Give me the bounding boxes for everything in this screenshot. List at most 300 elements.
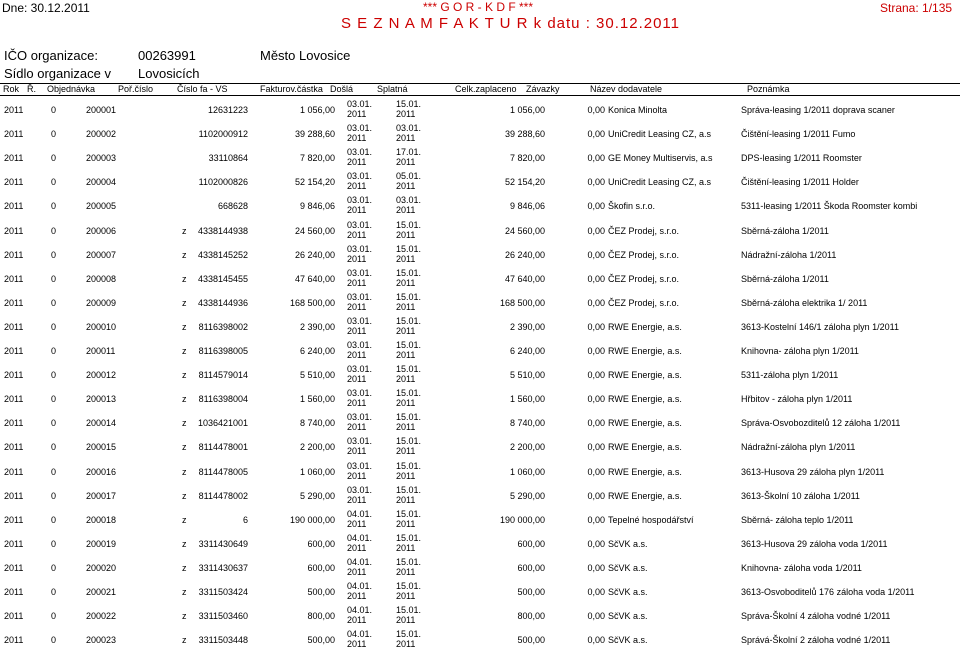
cell-splatna-date: 15.01. xyxy=(396,340,422,350)
cell-objednavka: 200017 xyxy=(86,490,117,501)
cell-splatna xyxy=(396,123,421,143)
cell-dosla-year: 2011 xyxy=(347,205,367,216)
cell-poznamka: Knihovna- záloha plyn 1/2011 xyxy=(741,346,859,356)
cell-splatna xyxy=(396,557,421,577)
cell-celk-zaplaceno: 39 288,60 xyxy=(504,129,545,140)
cell-splatna-year: 2011 xyxy=(396,398,416,409)
cell-r: 0 xyxy=(51,490,57,501)
cell-dosla-year: 2011 xyxy=(347,277,367,288)
cell-dodavatel: RWE Energie, a.s. xyxy=(608,321,682,332)
cell-zavazky: 0,00 xyxy=(587,153,605,164)
cell-flag: z xyxy=(182,562,187,573)
cell-cislo-fa: 4338144936 xyxy=(197,297,248,308)
cell-celk-zaplaceno: 190 000,00 xyxy=(499,514,545,525)
cell-objednavka: 200004 xyxy=(86,177,117,188)
cell-rok: 2011 xyxy=(4,418,24,429)
table-row xyxy=(0,291,960,315)
cell-splatna-year: 2011 xyxy=(396,518,416,529)
cell-cislo-fa: 3311503448 xyxy=(198,635,248,646)
table-row xyxy=(0,460,960,484)
cell-cislo-fa: 8116398002 xyxy=(198,321,248,332)
cell-splatna-date: 15.01. xyxy=(396,364,422,375)
cell-castka: 600,00 xyxy=(307,562,335,573)
table-row xyxy=(0,98,960,122)
cell-castka: 190 000,00 xyxy=(289,514,335,525)
table-row xyxy=(0,411,960,435)
cell-celk-zaplaceno: 5 290,00 xyxy=(509,490,545,501)
cell-r: 0 xyxy=(51,370,57,381)
cell-splatna-year: 2011 xyxy=(396,325,416,336)
cell-dodavatel: ČEZ Prodej, s.r.o. xyxy=(608,273,680,284)
table-row xyxy=(0,146,960,170)
cell-dosla-date: 03.01. xyxy=(347,388,373,399)
cell-dodavatel: RWE Energie, a.s. xyxy=(608,466,682,477)
cell-dosla-year: 2011 xyxy=(347,325,367,336)
cell-dosla-date: 03.01. xyxy=(347,123,373,134)
cell-objednavka: 200021 xyxy=(86,587,117,597)
cell-castka: 600,00 xyxy=(307,538,335,549)
cell-dosla-date: 03.01. xyxy=(347,436,373,447)
cell-castka: 1 060,00 xyxy=(299,466,335,477)
cell-zavazky: 0,00 xyxy=(587,442,605,453)
cell-rok: 2011 xyxy=(4,346,24,356)
cell-splatna-date: 15.01. xyxy=(396,219,422,230)
cell-cislo-fa: 33110864 xyxy=(208,153,248,164)
cell-poznamka: 3613-Kostelní 146/1 záloha plyn 1/2011 xyxy=(741,321,899,332)
cell-objednavka: 200009 xyxy=(86,297,117,308)
cell-rok: 2011 xyxy=(4,442,24,453)
cell-r: 0 xyxy=(51,514,57,525)
cell-dosla-date: 03.01. xyxy=(347,147,373,158)
cell-dosla xyxy=(347,244,372,264)
cell-flag: z xyxy=(182,394,187,405)
header-bottom-divider xyxy=(0,95,960,96)
col-cislo-fa: Číslo fa - VS xyxy=(177,84,228,94)
org-seat-value: Lovosicích xyxy=(138,66,200,81)
cell-dodavatel: RWE Energie, a.s. xyxy=(608,442,682,453)
cell-flag: z xyxy=(182,538,187,549)
cell-celk-zaplaceno: 7 820,00 xyxy=(509,153,545,164)
cell-zavazky: 0,00 xyxy=(587,177,605,188)
cell-dosla xyxy=(347,485,372,505)
cell-r: 0 xyxy=(51,442,57,453)
cell-celk-zaplaceno: 500,00 xyxy=(517,587,545,597)
cell-castka: 26 240,00 xyxy=(294,249,335,260)
cell-objednavka: 200023 xyxy=(86,635,117,646)
cell-splatna-year: 2011 xyxy=(396,253,416,264)
cell-poznamka: 3613-Husova 29 záloha plyn 1/2011 xyxy=(741,466,885,477)
cell-cislo-fa: 1036421001 xyxy=(197,418,248,429)
cell-splatna-date: 15.01. xyxy=(396,243,422,254)
cell-poznamka: Správá-Školní 2 záloha vodné 1/2011 xyxy=(741,635,891,646)
table-row xyxy=(0,508,960,532)
cell-objednavka: 200007 xyxy=(86,249,117,260)
cell-rok: 2011 xyxy=(4,538,24,549)
cell-poznamka: 3613-Osvoboditelů 176 záloha voda 1/2011 xyxy=(741,587,915,597)
cell-dosla-date: 04.01. xyxy=(347,581,373,591)
cell-dodavatel: RWE Energie, a.s. xyxy=(608,394,682,405)
cell-dosla-year: 2011 xyxy=(347,109,367,119)
cell-castka: 800,00 xyxy=(307,611,335,622)
cell-r: 0 xyxy=(51,562,57,573)
cell-r: 0 xyxy=(51,538,57,549)
cell-castka: 500,00 xyxy=(307,635,335,646)
cell-cislo-fa: 1102000912 xyxy=(198,129,248,140)
table-row xyxy=(0,315,960,339)
cell-dosla-date: 03.01. xyxy=(347,460,373,471)
cell-splatna-date: 15.01. xyxy=(396,484,422,495)
cell-objednavka: 200012 xyxy=(86,370,117,381)
cell-cislo-fa: 4338145252 xyxy=(197,249,248,260)
cell-flag: z xyxy=(182,635,187,646)
cell-splatna-year: 2011 xyxy=(396,277,416,288)
cell-castka: 1 056,00 xyxy=(299,105,335,115)
cell-zavazky: 0,00 xyxy=(587,201,605,212)
cell-objednavka: 200003 xyxy=(86,153,117,164)
cell-r: 0 xyxy=(51,466,57,477)
cell-cislo-fa: 1102000826 xyxy=(198,177,248,188)
cell-flag: z xyxy=(182,442,187,453)
col-splatna: Splatná xyxy=(377,84,408,94)
report-date: Dne: 30.12.2011 xyxy=(2,1,90,15)
cell-dosla xyxy=(347,316,372,336)
page-number: Strana: 1/135 xyxy=(880,1,953,15)
cell-castka: 47 640,00 xyxy=(294,273,335,284)
cell-castka: 2 200,00 xyxy=(299,442,335,453)
cell-castka: 5 510,00 xyxy=(299,370,335,381)
cell-poznamka: 5311-leasing 1/2011 Škoda Roomster kombi xyxy=(741,201,918,212)
cell-objednavka: 200001 xyxy=(86,105,117,115)
cell-dodavatel: Konica Minolta xyxy=(608,105,668,115)
cell-splatna-year: 2011 xyxy=(396,109,416,119)
cell-objednavka: 200014 xyxy=(86,418,117,429)
cell-dosla xyxy=(347,581,372,601)
cell-dosla-date: 03.01. xyxy=(347,291,373,302)
cell-r: 0 xyxy=(51,321,57,332)
cell-celk-zaplaceno: 9 846,06 xyxy=(509,201,545,212)
cell-poznamka: Čištění-leasing 1/2011 Fumo xyxy=(741,129,856,140)
cell-dosla-year: 2011 xyxy=(347,470,367,481)
cell-dosla-year: 2011 xyxy=(347,422,367,433)
cell-splatna xyxy=(396,605,421,625)
cell-celk-zaplaceno: 1 056,00 xyxy=(509,105,545,115)
cell-rok: 2011 xyxy=(4,129,24,140)
cell-dosla-year: 2011 xyxy=(347,446,367,457)
cell-celk-zaplaceno: 800,00 xyxy=(517,611,545,622)
cell-dosla-year: 2011 xyxy=(347,494,367,505)
cell-dosla xyxy=(347,123,372,143)
cell-objednavka: 200006 xyxy=(86,225,117,236)
cell-castka: 5 290,00 xyxy=(299,490,335,501)
col-por-cislo: Poř.číslo xyxy=(118,84,154,94)
cell-r: 0 xyxy=(51,418,57,429)
cell-castka: 1 560,00 xyxy=(299,394,335,405)
cell-cislo-fa: 8114579014 xyxy=(198,370,248,381)
org-ico-label: IČO organizace: xyxy=(4,48,98,63)
cell-cislo-fa: 3311430637 xyxy=(198,562,248,573)
cell-r: 0 xyxy=(51,249,57,260)
cell-celk-zaplaceno: 52 154,20 xyxy=(504,177,545,188)
cell-dosla xyxy=(347,388,372,408)
cell-poznamka: Nádražní-záloha 1/2011 xyxy=(741,249,837,260)
cell-splatna xyxy=(396,509,421,529)
cell-objednavka: 200019 xyxy=(86,538,117,549)
cell-dosla-date: 04.01. xyxy=(347,556,373,567)
cell-dodavatel: RWE Energie, a.s. xyxy=(608,370,682,381)
table-row xyxy=(0,122,960,146)
cell-splatna-year: 2011 xyxy=(396,542,416,553)
cell-dosla-date: 04.01. xyxy=(347,605,373,616)
cell-dosla-year: 2011 xyxy=(347,566,367,577)
cell-poznamka: DPS-leasing 1/2011 Roomster xyxy=(741,153,862,164)
cell-poznamka: 3613-Školní 10 záloha 1/2011 xyxy=(741,490,860,501)
cell-splatna-date: 15.01. xyxy=(396,388,422,399)
cell-splatna-date: 15.01. xyxy=(396,412,422,423)
cell-splatna xyxy=(396,461,421,481)
cell-zavazky: 0,00 xyxy=(587,490,605,501)
cell-poznamka: Čištění-leasing 1/2011 Holder xyxy=(741,177,859,188)
cell-rok: 2011 xyxy=(4,587,24,597)
cell-castka: 6 240,00 xyxy=(299,346,335,356)
table-row xyxy=(0,387,960,411)
cell-dodavatel: SčVK a.s. xyxy=(608,562,648,573)
cell-splatna-date: 05.01. xyxy=(396,171,422,182)
cell-dosla-year: 2011 xyxy=(347,591,367,601)
cell-dosla-year: 2011 xyxy=(347,350,367,360)
cell-castka: 7 820,00 xyxy=(299,153,335,164)
cell-r: 0 xyxy=(51,587,57,597)
cell-celk-zaplaceno: 600,00 xyxy=(517,562,545,573)
cell-celk-zaplaceno: 2 200,00 xyxy=(509,442,545,453)
cell-dosla-year: 2011 xyxy=(347,374,367,385)
cell-rok: 2011 xyxy=(4,514,24,525)
cell-zavazky: 0,00 xyxy=(587,273,605,284)
cell-splatna-date: 15.01. xyxy=(396,581,422,591)
cell-poznamka: 3613-Husova 29 záloha voda 1/2011 xyxy=(741,538,888,549)
cell-splatna-year: 2011 xyxy=(396,591,416,601)
cell-splatna-year: 2011 xyxy=(396,157,416,168)
cell-castka: 52 154,20 xyxy=(294,177,335,188)
cell-dosla xyxy=(347,461,372,481)
cell-dosla-date: 03.01. xyxy=(347,364,373,375)
cell-zavazky: 0,00 xyxy=(587,635,605,646)
cell-dodavatel: UniCredit Leasing CZ, a.s xyxy=(608,177,712,188)
cell-dodavatel: RWE Energie, a.s. xyxy=(608,418,682,429)
cell-splatna-year: 2011 xyxy=(396,374,416,385)
cell-dosla xyxy=(347,99,372,119)
cell-r: 0 xyxy=(51,273,57,284)
org-ico-value: 00263991 xyxy=(138,48,196,63)
cell-dodavatel: RWE Energie, a.s. xyxy=(608,346,682,356)
table-row xyxy=(0,339,960,363)
cell-splatna-year: 2011 xyxy=(396,446,416,457)
cell-rok: 2011 xyxy=(4,611,24,622)
table-row xyxy=(0,219,960,243)
cell-rok: 2011 xyxy=(4,297,24,308)
cell-dosla-year: 2011 xyxy=(347,398,367,409)
col-dodavatel: Název dodavatele xyxy=(590,84,663,94)
cell-poznamka: 5311-záloha plyn 1/2011 xyxy=(741,370,839,381)
cell-rok: 2011 xyxy=(4,321,24,332)
cell-splatna-date: 03.01. xyxy=(396,123,422,134)
cell-dosla-year: 2011 xyxy=(347,157,367,168)
cell-splatna-date: 15.01. xyxy=(396,532,422,543)
cell-dosla-date: 03.01. xyxy=(347,267,373,278)
cell-objednavka: 200011 xyxy=(86,346,116,356)
cell-zavazky: 0,00 xyxy=(587,418,605,429)
cell-splatna-date: 15.01. xyxy=(396,629,422,640)
cell-flag: z xyxy=(182,587,187,597)
cell-objednavka: 200020 xyxy=(86,562,117,573)
cell-splatna-date: 17.01. xyxy=(396,147,422,158)
cell-splatna-year: 2011 xyxy=(396,229,416,240)
cell-dosla xyxy=(347,195,372,215)
col-r: Ř. xyxy=(27,84,36,94)
cell-rok: 2011 xyxy=(4,635,24,646)
cell-rok: 2011 xyxy=(4,394,24,405)
cell-dosla xyxy=(347,268,372,288)
cell-castka: 8 740,00 xyxy=(299,418,335,429)
cell-r: 0 xyxy=(51,611,57,622)
cell-zavazky: 0,00 xyxy=(587,370,605,381)
cell-cislo-fa: 8114478002 xyxy=(198,490,248,501)
cell-r: 0 xyxy=(51,346,57,356)
cell-splatna-year: 2011 xyxy=(396,494,416,505)
cell-splatna xyxy=(396,412,421,432)
cell-r: 0 xyxy=(51,297,57,308)
cell-dodavatel: SčVK a.s. xyxy=(608,587,648,597)
cell-celk-zaplaceno: 1 560,00 xyxy=(509,394,545,405)
cell-splatna-date: 15.01. xyxy=(396,315,422,326)
cell-dosla-year: 2011 xyxy=(347,133,367,144)
cell-poznamka: Knihovna- záloha voda 1/2011 xyxy=(741,562,862,573)
cell-splatna-date: 15.01. xyxy=(396,291,422,302)
cell-dosla-year: 2011 xyxy=(347,639,367,650)
cell-objednavka: 200002 xyxy=(86,129,117,140)
cell-zavazky: 0,00 xyxy=(587,249,605,260)
cell-splatna-year: 2011 xyxy=(396,301,416,312)
cell-dodavatel: RWE Energie, a.s. xyxy=(608,490,682,501)
org-seat-label: Sídlo organizace v xyxy=(4,66,111,81)
cell-splatna xyxy=(396,244,421,264)
report-subtitle: S E Z N A M F A K T U R k datu : 30.12.2011 xyxy=(341,15,680,32)
cell-flag: z xyxy=(182,273,187,284)
cell-dosla-date: 03.01. xyxy=(347,219,373,230)
cell-splatna-year: 2011 xyxy=(396,639,416,650)
cell-dosla-date: 03.01. xyxy=(347,243,373,254)
col-objednavka: Objednávka xyxy=(47,84,96,94)
cell-splatna xyxy=(396,99,421,119)
cell-splatna-year: 2011 xyxy=(396,566,416,577)
cell-rok: 2011 xyxy=(4,273,24,284)
cell-flag: z xyxy=(182,321,187,332)
cell-dodavatel: ČEZ Prodej, s.r.o. xyxy=(608,297,680,308)
cell-dodavatel: SčVK a.s. xyxy=(608,611,648,622)
table-row xyxy=(0,532,960,556)
report-title: *** G O R - K D F *** xyxy=(423,0,534,14)
table-row xyxy=(0,435,960,459)
cell-rok: 2011 xyxy=(4,249,24,260)
cell-flag: z xyxy=(182,418,187,429)
cell-dosla-date: 03.01. xyxy=(347,99,373,109)
cell-flag: z xyxy=(182,490,187,501)
cell-rok: 2011 xyxy=(4,562,24,573)
cell-castka: 168 500,00 xyxy=(289,297,335,308)
col-zavazky: Závazky xyxy=(526,84,560,94)
cell-r: 0 xyxy=(51,225,57,236)
cell-castka: 2 390,00 xyxy=(299,321,335,332)
cell-dodavatel: ČEZ Prodej, s.r.o. xyxy=(608,225,680,236)
cell-dosla-date: 04.01. xyxy=(347,532,373,543)
col-dosla: Došlá xyxy=(330,84,354,94)
cell-splatna-year: 2011 xyxy=(396,205,416,216)
cell-flag: z xyxy=(182,370,187,381)
table-row xyxy=(0,484,960,508)
cell-dosla-date: 04.01. xyxy=(347,508,373,519)
cell-zavazky: 0,00 xyxy=(587,105,605,115)
cell-splatna xyxy=(396,195,421,215)
column-header-row xyxy=(0,83,960,96)
cell-dodavatel: SčVK a.s. xyxy=(608,538,648,549)
cell-dodavatel: Tepelné hospodářství xyxy=(608,514,694,525)
cell-dosla-date: 04.01. xyxy=(347,629,373,640)
table-row xyxy=(0,580,960,604)
cell-splatna xyxy=(396,316,421,336)
cell-splatna xyxy=(396,364,421,384)
cell-dosla-date: 03.01. xyxy=(347,171,373,182)
cell-zavazky: 0,00 xyxy=(587,394,605,405)
cell-dosla xyxy=(347,220,372,240)
cell-r: 0 xyxy=(51,635,57,646)
cell-rok: 2011 xyxy=(4,177,24,188)
cell-splatna xyxy=(396,171,421,191)
col-poznamka: Poznámka xyxy=(747,84,790,94)
cell-poznamka: Nádražní-záloha plyn 1/2011 xyxy=(741,442,856,453)
cell-poznamka: Správa-Osvobozditelů 12 záloha 1/2011 xyxy=(741,418,901,429)
cell-celk-zaplaceno: 500,00 xyxy=(517,635,545,646)
cell-cislo-fa: 3311503460 xyxy=(198,611,248,622)
cell-poznamka: Sběrná-záloha elektrika 1/ 2011 xyxy=(741,297,868,308)
table-row xyxy=(0,170,960,194)
col-celk: Celk.zaplaceno xyxy=(455,84,517,94)
cell-dosla-date: 03.01. xyxy=(347,195,373,206)
cell-castka: 24 560,00 xyxy=(294,225,335,236)
cell-dosla xyxy=(347,436,372,456)
cell-dosla-date: 03.01. xyxy=(347,484,373,495)
cell-cislo-fa: 668628 xyxy=(217,201,248,212)
cell-dosla-date: 03.01. xyxy=(347,412,373,423)
cell-castka: 9 846,06 xyxy=(299,201,335,212)
cell-dosla xyxy=(347,292,372,312)
cell-splatna-date: 03.01. xyxy=(396,195,422,206)
cell-splatna xyxy=(396,533,421,553)
cell-r: 0 xyxy=(51,201,57,212)
cell-cislo-fa: 6 xyxy=(242,514,248,525)
col-rok: Rok xyxy=(3,84,20,94)
cell-splatna xyxy=(396,436,421,456)
org-city: Město Lovosice xyxy=(260,48,351,63)
cell-zavazky: 0,00 xyxy=(587,514,605,525)
cell-zavazky: 0,00 xyxy=(587,466,605,477)
cell-dosla-year: 2011 xyxy=(347,301,367,312)
cell-zavazky: 0,00 xyxy=(587,538,605,549)
cell-dosla xyxy=(347,533,372,553)
cell-celk-zaplaceno: 5 510,00 xyxy=(509,370,545,381)
cell-splatna-year: 2011 xyxy=(396,422,416,433)
cell-splatna-date: 15.01. xyxy=(396,508,422,519)
cell-dosla xyxy=(347,340,372,360)
cell-rok: 2011 xyxy=(4,370,24,381)
